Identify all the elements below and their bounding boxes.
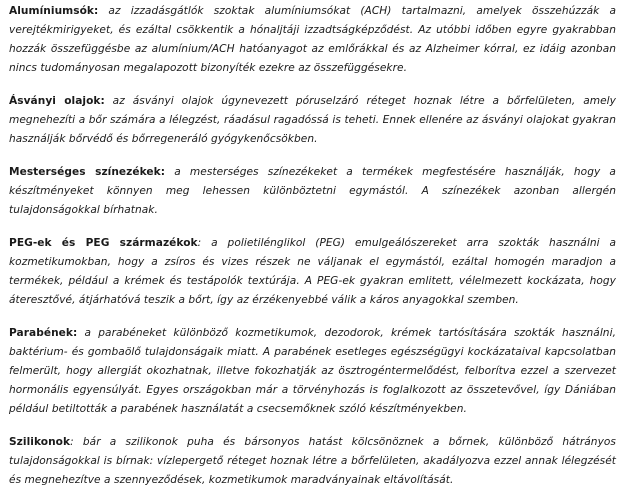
section-term: Ásványi olajok: bbox=[9, 95, 105, 107]
section-term: Szilikonok bbox=[9, 436, 71, 448]
section-silicones bbox=[9, 433, 616, 490]
section-text: : bár a szilikonok puha és bársonyos hatást kölcsönöznek a bőrnek, különböző hátrányos tulajdonságokkal is bírnak: vízlepergető réteget hoznak létre a bőrfelületen, akadályozva ezzel annak lélegzését és megnehezítve a szennyeződések, kozmetikumok maradványainak eltávolítását. bbox=[9, 436, 616, 486]
section-term: Mesterséges színezékek: bbox=[9, 166, 166, 178]
section-term: Parabének: bbox=[9, 327, 78, 339]
section-aluminium-salts bbox=[9, 2, 616, 78]
section-peg bbox=[9, 234, 616, 310]
section-text: a parabéneket különböző kozmetikumok, dezodorok, krémek tartósítására szokták használni, baktérium- és gombaölő tulajdonságaik miatt. A parabének esetleges egészségügyi kockázataival kapcsolatban felmerült, hogy allergiát okozhatnak, illetve fokozhatják az ösztrogéntermelődést, felborítva ezzel a szervezet hormonális egyensúlyát. Egyes országokban már a törvényhozás is foglalkozott az összetevővel, így Dániában például betiltották a parabének használatát a csecsemőknek szóló készítményekben. bbox=[9, 327, 616, 415]
section-parabens bbox=[9, 324, 616, 419]
section-term: PEG-ek és PEG származékok bbox=[9, 237, 198, 249]
section-text: a mesterséges színezékeket a termékek megfestésére használják, hogy a készítményeket könnyen meg lehessen különböztetni egymástól. A színezékek azonban allergén tulajdonságokkal bírhatnak. bbox=[9, 166, 616, 216]
section-term: Alumíniumsók: bbox=[9, 5, 99, 17]
section-text: az ásványi olajok úgynevezett póruselzáró réteget hoznak létre a bőrfelületen, amely megnehezíti a bőr számára a lélegzést, ráadásul ragadóssá is teheti. Ennek ellenére az ásványi olajokat gyakran használják bőrvédő és bőrregeneráló gyógykenőcsökben. bbox=[9, 95, 616, 145]
section-artificial-colorants bbox=[9, 163, 616, 220]
section-text: : a polietilénglikol (PEG) emulgeálószereket arra szokták használni a kozmetikumokban, hogy a zsíros és vizes részek ne váljanak el egymástól, ezáltal homogén maradjon a termékek, például a krémek és testápolók textúrája. A PEG-ek gyakran emlitett, vélelmezett kockázata, hogy áteresztővé, átjárhatóvá teszik a bőrt, így az érzékenyebbé válik a káros anyagokkal szemben. bbox=[9, 237, 617, 306]
section-text: az izzadásgátlók szoktak alumíniumsókat (ACH) tartalmazni, amelyek összehúzzák a verejtékmirigyeket, és ezáltal csökkentik a hónaljtáji izzadtságképződést. Az utóbbi időben egyre gyakrabban hozzák összefüggésbe az alumínium/ACH hatóanyagot az emlőrákkal és az Alzheimer kórral, ez idáig azonban nincs tudományosan megalapozott bizonyíték ezekre az összefüggésekre. bbox=[9, 5, 616, 74]
section-mineral-oils bbox=[9, 92, 616, 149]
